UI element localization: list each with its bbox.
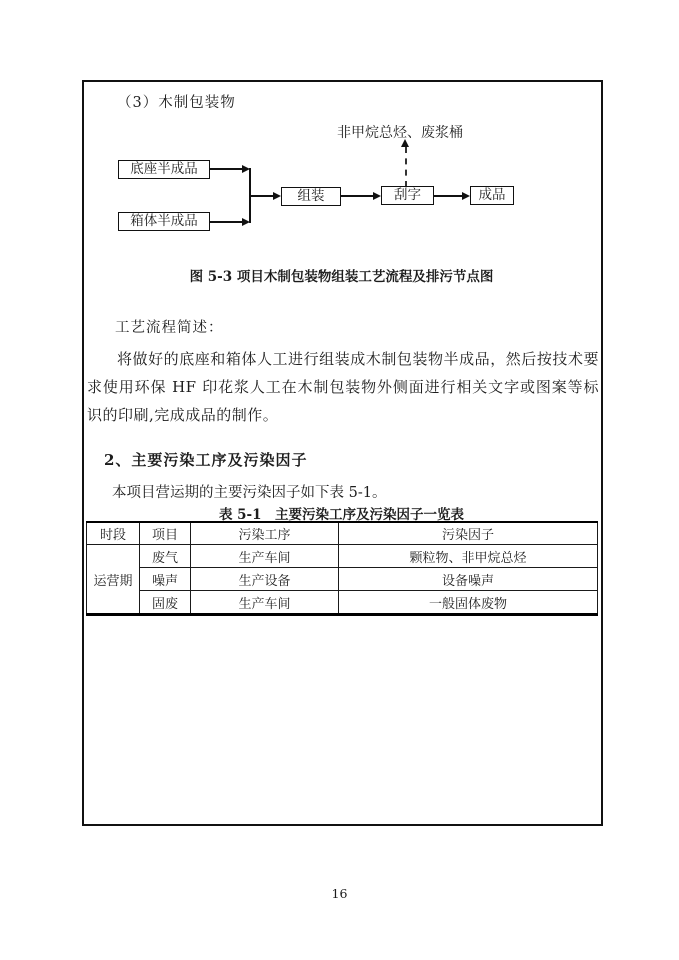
cell-period: 运营期 — [87, 545, 140, 615]
table-row — [87, 545, 598, 568]
arrow-up-icon — [401, 139, 409, 147]
col-header-period: 时段 — [87, 522, 140, 545]
flow-node-product: 成品 — [470, 186, 514, 205]
flow-node-base: 底座半成品 — [118, 160, 210, 179]
col-header-factor: 污染因子 — [339, 522, 598, 545]
cell-item: 固废 — [140, 591, 191, 615]
dashed-emission-line — [405, 147, 407, 187]
cell-process: 生产车间 — [191, 545, 339, 568]
flow-connector-line — [434, 195, 463, 197]
process-brief-paragraph: 将做好的底座和箱体人工进行组装成木制包装物半成品，然后按技术要求使用环保 HF 印花浆人工在木制包装物外侧面进行相关文字或图案等标识的印刷,完成成品的制作。 — [87, 350, 599, 424]
col-header-process: 污染工序 — [191, 522, 339, 545]
cell-item: 废气 — [140, 545, 191, 568]
cell-factor: 设备噪声 — [339, 568, 598, 591]
section-intro: 本项目营运期的主要污染因子如下表 5-1。 — [112, 485, 387, 501]
cell-item: 噪声 — [140, 568, 191, 591]
arrow-right-icon — [273, 192, 281, 200]
flow-node-box: 箱体半成品 — [118, 212, 210, 231]
arrow-right-icon — [373, 192, 381, 200]
process-brief-label: 工艺流程简述： — [115, 320, 224, 336]
table-row — [87, 591, 598, 615]
cell-process: 生产车间 — [191, 591, 339, 615]
page-number: 16 — [331, 886, 348, 901]
figure-caption: 图 5-3 项目木制包装物组装工艺流程及排污节点图 — [189, 269, 494, 285]
flow-node-print: 刮字 — [381, 186, 434, 205]
flow-connector-line — [341, 195, 374, 197]
flow-connector-line — [251, 195, 274, 197]
flow-connector-line — [210, 221, 243, 223]
pollution-table — [86, 521, 598, 616]
table-header-row — [87, 522, 598, 545]
table-row — [87, 568, 598, 591]
cell-factor: 一般固体废物 — [339, 591, 598, 615]
cell-factor: 颗粒物、非甲烷总烃 — [339, 545, 598, 568]
flow-connector-line — [210, 168, 243, 170]
table-caption: 表 5-1 主要污染工序及污染因子一览表 — [218, 507, 465, 523]
item-heading: （3）木制包装物 — [117, 95, 236, 111]
cell-process: 生产设备 — [191, 568, 339, 591]
col-header-item: 项目 — [140, 522, 191, 545]
flow-node-assemble: 组装 — [281, 187, 341, 206]
emission-label: 非甲烷总烃、废浆桶 — [337, 125, 463, 141]
arrow-right-icon — [462, 192, 470, 200]
section-heading: 2、主要污染工序及污染因子 — [104, 451, 308, 469]
